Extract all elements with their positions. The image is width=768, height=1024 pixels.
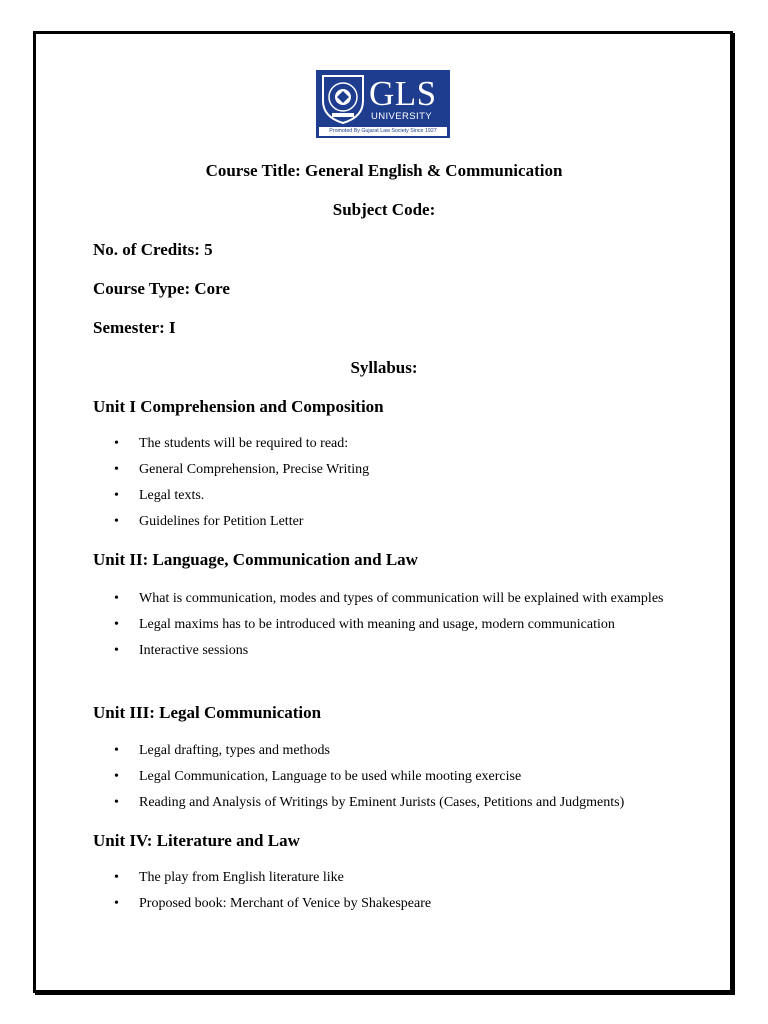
syllabus-heading: Syllabus: (350, 358, 418, 377)
unit-2-title: Unit II: Language, Communication and Law (93, 550, 418, 569)
unit-1-list (93, 431, 683, 535)
list-item: • Legal Communication, Language to be used while mooting exercise (93, 764, 683, 790)
unit-3-title: Unit III: Legal Communication (93, 703, 322, 722)
list-item: • Guidelines for Petition Letter (93, 509, 683, 535)
subject-code: Subject Code: (332, 200, 436, 219)
list-item: • Interactive sessions (93, 638, 683, 664)
crest-icon (320, 73, 366, 125)
list-item: • Legal texts. (93, 483, 683, 509)
list-item: • The play from English literature like (93, 865, 683, 891)
unit-2-list (93, 587, 683, 664)
list-item: • The students will be required to read: (93, 431, 683, 457)
course-type: Course Type: Core (93, 279, 230, 298)
unit-3-list (93, 738, 683, 816)
list-item: • Legal maxims has to be introduced with meaning and usage, modern communication (93, 612, 683, 638)
university-logo (316, 70, 450, 138)
unit-1-title: Unit I Comprehension and Composition (93, 397, 384, 416)
list-item: • Legal drafting, types and methods (93, 738, 683, 764)
list-item: • Proposed book: Merchant of Venice by Shakespeare (93, 891, 683, 917)
course-title: Course Title: General English & Communication (205, 161, 563, 180)
logo-subname: UNIVERSITY (371, 111, 433, 122)
list-item: • Reading and Analysis of Writings by Eminent Jurists (Cases, Petitions and Judgments) (93, 790, 683, 816)
semester: Semester: I (93, 318, 176, 337)
credits: No. of Credits: 5 (93, 240, 213, 259)
list-item: • What is communication, modes and types of communication will be explained with examples (93, 587, 683, 611)
unit-4-title: Unit IV: Literature and Law (93, 831, 300, 850)
logo-name: GLS (369, 74, 437, 113)
list-item: • General Comprehension, Precise Writing (93, 457, 683, 483)
unit-4-list (93, 865, 683, 917)
logo-tagline: Promoted By Gujarat Law Society Since 1927 (319, 127, 447, 136)
